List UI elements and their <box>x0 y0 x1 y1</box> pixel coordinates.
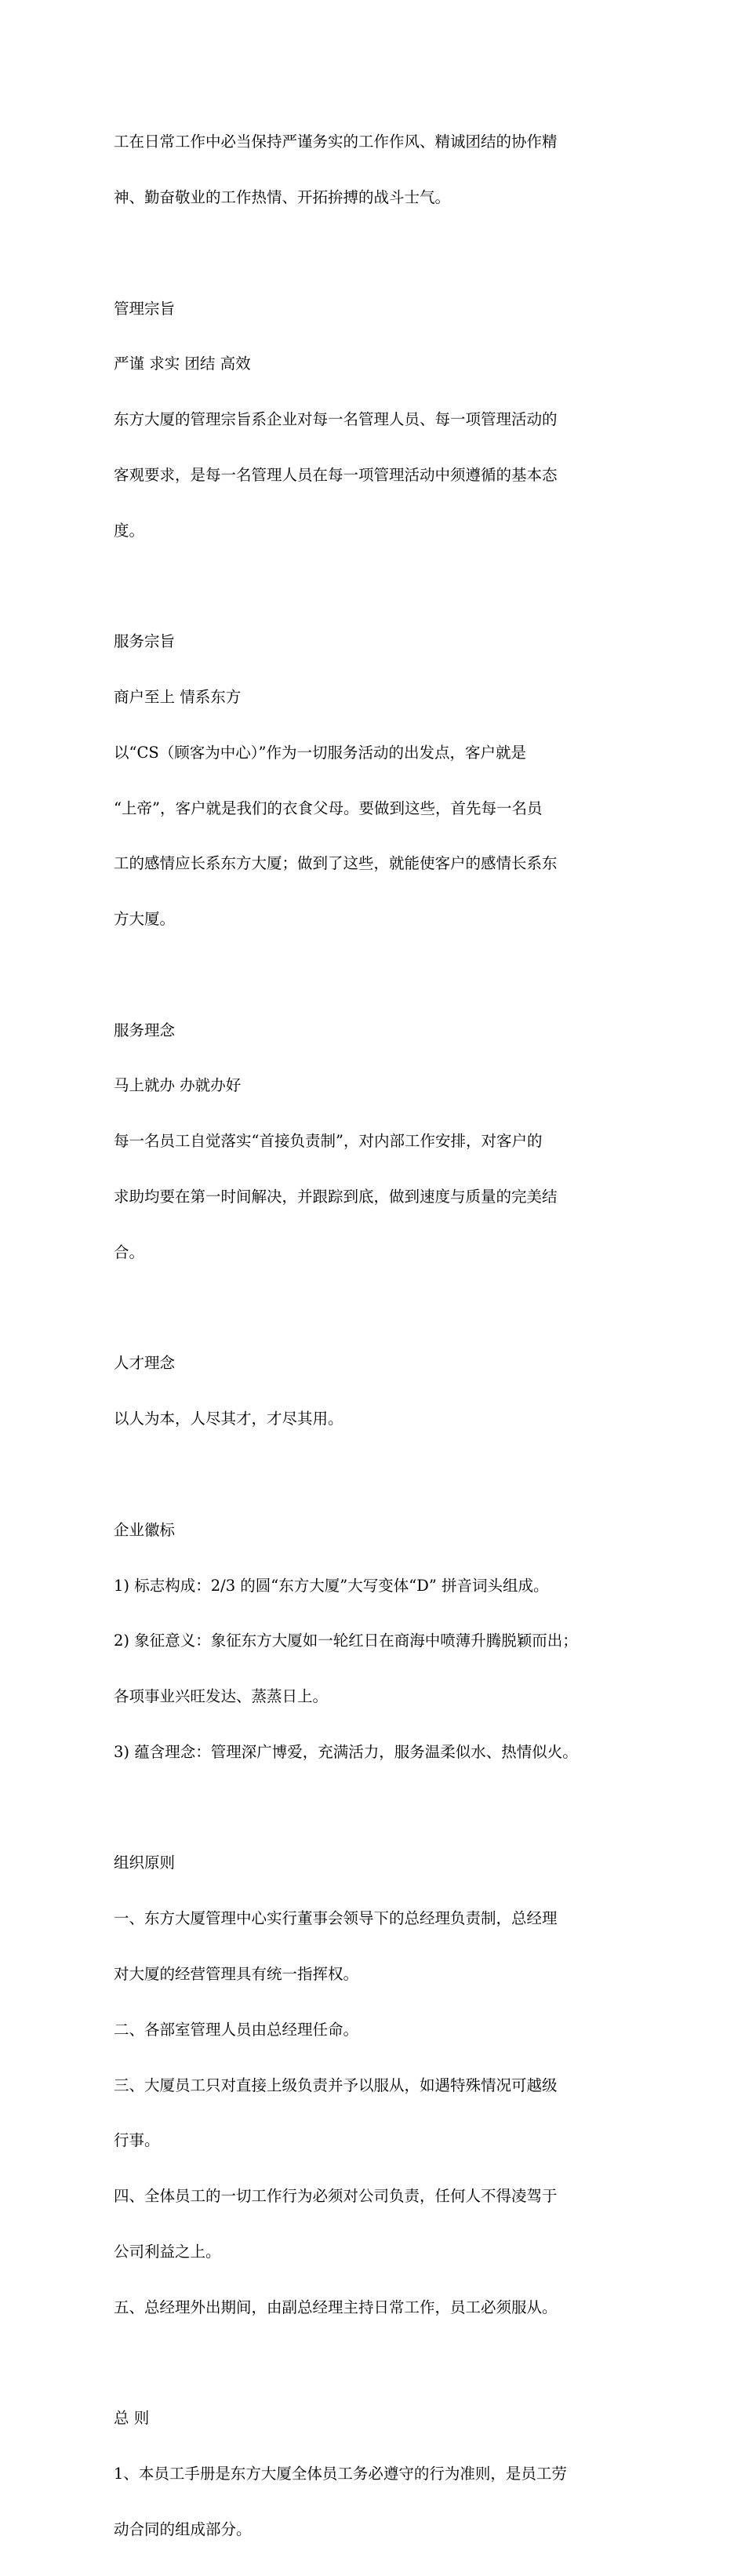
section-line: 三、大厦员工只对直接上级负责并予以服从，如遇特殊情况可越级 <box>114 2076 558 2094</box>
section-heading: 人才理念 <box>114 1354 176 1373</box>
section-line: 行事。 <box>114 2131 160 2150</box>
intro-line: 工在日常工作中必当保持严谨务实的工作作风、精诚团结的协作精 <box>114 133 558 151</box>
section-line: 度。 <box>114 521 145 540</box>
section-heading: 总 则 <box>114 2409 150 2428</box>
section-line: 二、各部室管理人员由总经理任命。 <box>114 2020 359 2039</box>
organization-section <box>114 1817 655 2353</box>
section-motto: 马上就办 办就办好 <box>114 1076 242 1095</box>
section-motto: 商户至上 情系东方 <box>114 688 242 706</box>
section-heading: 组织原则 <box>114 1854 176 1872</box>
section-line: 1、本员工手册是东方大厦全体员工务必遵守的行为准则，是员工劳 <box>114 2465 567 2483</box>
section-line: 对大厦的经营管理具有统一指挥权。 <box>114 1964 359 1983</box>
section-line: 2) 象征意义：象征东方大厦如一轮红日在商海中喷薄升腾脱颖而出； <box>114 1632 578 1650</box>
section-line: 3) 蕴含理念：管理深广博爱，充满活力，服务温柔似水、热情似火。 <box>114 1742 578 1761</box>
section-heading: 企业徽标 <box>114 1520 176 1539</box>
section-line: 以人为本，人尽其才，才尽其用。 <box>114 1410 343 1428</box>
service-concept-section <box>114 984 655 1299</box>
document-page <box>114 96 655 2576</box>
section-line: 四、全体员工的一切工作行为必须对公司负责，任何人不得凌驾于 <box>114 2187 558 2206</box>
section-line: 东方大厦的管理宗旨系企业对每一名管理人员、每一项管理活动的 <box>114 410 558 429</box>
general-section <box>114 2372 655 2576</box>
intro-paragraph <box>114 96 655 244</box>
service-section <box>114 595 655 966</box>
section-line: 客观要求，是每一名管理人员在每一项管理活动中须遵循的基本态 <box>114 465 558 484</box>
emblem-section <box>114 1484 655 1799</box>
section-line: 公司利益之上。 <box>114 2242 221 2261</box>
section-line: 合。 <box>114 1243 145 1261</box>
intro-line: 神、勤奋敬业的工作热情、开拓拚搏的战斗士气。 <box>114 187 451 206</box>
section-motto: 严谨 求实 团结 高效 <box>114 355 251 373</box>
section-heading: 管理宗旨 <box>114 299 176 318</box>
section-line: 方大厦。 <box>114 910 176 929</box>
section-line: 每一名员工自觉落实“首接负责制”，对内部工作安排，对客户的 <box>114 1132 543 1151</box>
section-line: 动合同的组成部分。 <box>114 2520 252 2538</box>
section-line: 一、东方大厦管理中心实行董事会领导下的总经理负责制，总经理 <box>114 1909 558 1928</box>
management-section <box>114 262 655 577</box>
section-line: 求助均要在第一时间解决，并跟踪到底，做到速度与质量的完美结 <box>114 1188 558 1206</box>
section-line: 工的感情应长系东方大厦；做到了这些，就能使客户的感情长系东 <box>114 854 558 873</box>
section-line: 以“CS（顾客为中心）”作为一切服务活动的出发点，客户就是 <box>114 743 526 762</box>
section-line: 各项事业兴旺发达、蒸蒸日上。 <box>114 1687 329 1706</box>
section-line: 1) 标志构成：2/3 的圆“东方大厦”大写变体“D” 拼音词头组成。 <box>114 1576 549 1595</box>
section-line: 五、总经理外出期间，由副总经理主持日常工作，员工必须服从。 <box>114 2298 558 2316</box>
section-line: “上帝”，客户就是我们的衣食父母。要做到这些，首先每一名员 <box>114 799 543 817</box>
talent-section <box>114 1317 655 1465</box>
section-heading: 服务宗旨 <box>114 632 176 651</box>
section-heading: 服务理念 <box>114 1021 176 1039</box>
